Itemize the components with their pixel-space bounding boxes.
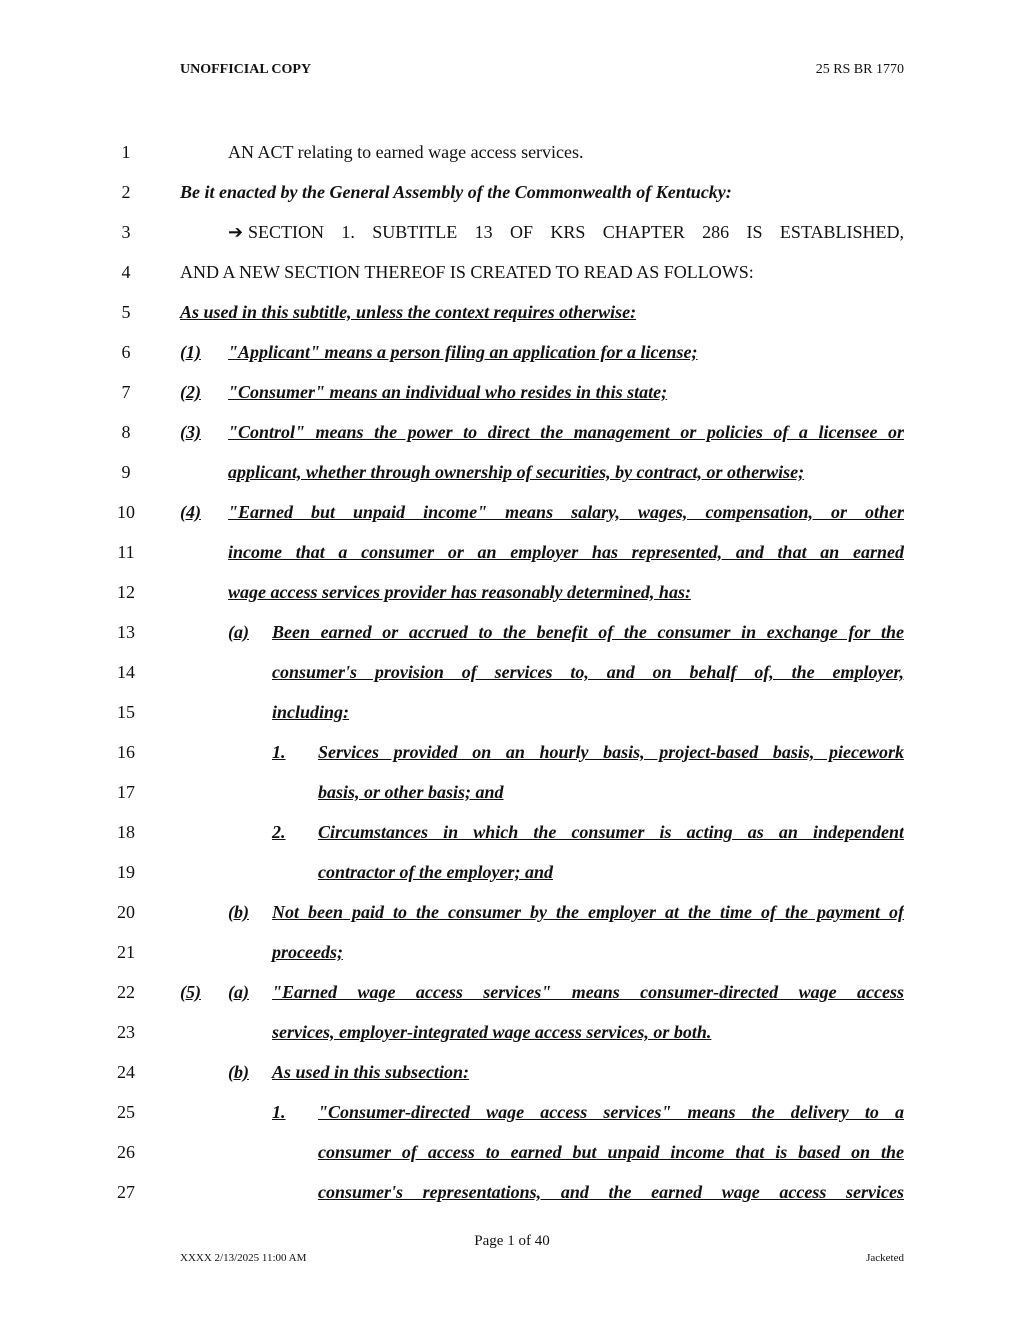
document-line xyxy=(0,220,1024,250)
line-number: 5 xyxy=(121,302,131,322)
definition-text: proceeds; xyxy=(272,942,343,962)
document-line xyxy=(0,660,1024,690)
line-number: 3 xyxy=(121,222,131,242)
paragraph-marker: (a) xyxy=(228,982,249,1002)
definition-text: "Earned but unpaid income" means salary, wages, compensation, or other xyxy=(228,502,904,522)
document-line xyxy=(0,340,1024,370)
act-title: AN ACT relating to earned wage access services. xyxy=(228,142,584,162)
document-line xyxy=(0,420,1024,450)
line-number: 4 xyxy=(121,262,131,282)
definition-text: consumer's provision of services to, and on behalf of, the employer, xyxy=(272,662,904,682)
document-line xyxy=(0,540,1024,570)
header-bill-request-number: 25 RS BR 1770 xyxy=(815,62,904,77)
line-number: 13 xyxy=(117,622,135,642)
subsection-marker: (3) xyxy=(180,422,201,442)
line-number: 1 xyxy=(121,142,131,162)
definition-text: "Control" means the power to direct the management or policies of a licensee or xyxy=(228,422,904,442)
line-number: 25 xyxy=(117,1102,135,1122)
definition-text: applicant, whether through ownership of securities, by contract, or otherwise; xyxy=(228,462,805,482)
document-line xyxy=(0,300,1024,330)
header-unofficial-copy: UNOFFICIAL COPY xyxy=(180,62,312,77)
section-heading: SECTION 1. SUBTITLE 13 OF KRS CHAPTER 286 IS ESTABLISHED, xyxy=(248,222,904,242)
document-line xyxy=(0,980,1024,1010)
definition-text: contractor of the employer; and xyxy=(318,862,553,882)
definition-text: Services provided on an hourly basis, project-based basis, piecework xyxy=(318,742,904,762)
document-line xyxy=(0,1140,1024,1170)
document-line xyxy=(0,1180,1024,1210)
document-line xyxy=(0,900,1024,930)
document-line xyxy=(0,740,1024,770)
document-line xyxy=(0,460,1024,490)
line-number: 21 xyxy=(117,942,135,962)
definition-text: income that a consumer or an employer has represented, and that an earned xyxy=(228,542,904,562)
document-line xyxy=(0,1100,1024,1130)
subsection-marker: (5) xyxy=(180,982,201,1002)
paragraph-marker: (a) xyxy=(228,622,249,642)
line-number: 2 xyxy=(121,182,131,202)
line-number: 26 xyxy=(117,1142,135,1162)
line-number: 19 xyxy=(117,862,135,882)
subsection-marker: (1) xyxy=(180,342,201,362)
document-line xyxy=(0,780,1024,810)
line-number: 14 xyxy=(117,662,135,682)
line-number: 20 xyxy=(117,902,135,922)
line-number: 10 xyxy=(117,502,135,522)
page-number: Page 1 of 40 xyxy=(474,1233,550,1249)
paragraph-marker: (b) xyxy=(228,1062,249,1082)
line-number: 27 xyxy=(117,1182,135,1202)
definition-text: wage access services provider has reasonably determined, has: xyxy=(228,582,691,602)
definition-text: Been earned or accrued to the benefit of the consumer in exchange for the xyxy=(272,622,904,642)
definition-text: including: xyxy=(272,702,350,722)
definitions-intro: As used in this subtitle, unless the context requires otherwise: xyxy=(180,302,637,322)
definition-text: Not been paid to the consumer by the employer at the time of the payment of xyxy=(272,902,904,922)
line-number: 7 xyxy=(121,382,131,402)
definition-text: consumer of access to earned but unpaid income that is based on the xyxy=(318,1142,904,1162)
document-line xyxy=(0,620,1024,650)
arrow-right-icon: ➔ xyxy=(228,222,244,242)
subparagraph-marker: 1. xyxy=(272,742,286,762)
document-line xyxy=(0,380,1024,410)
document-line xyxy=(0,860,1024,890)
definition-text: As used in this subsection: xyxy=(272,1062,470,1082)
definition-text: "Consumer-directed wage access services" means the delivery to a xyxy=(318,1102,904,1122)
section-heading-continued: AND A NEW SECTION THEREOF IS CREATED TO READ AS FOLLOWS: xyxy=(180,262,754,282)
document-line xyxy=(0,500,1024,530)
line-number: 24 xyxy=(117,1062,135,1082)
enacting-clause: Be it enacted by the General Assembly of the Commonwealth of Kentucky: xyxy=(180,182,732,202)
definition-text: "Earned wage access services" means consumer-directed wage access xyxy=(272,982,904,1002)
line-number: 23 xyxy=(117,1022,135,1042)
line-number: 16 xyxy=(117,742,135,762)
footer-status: Jacketed xyxy=(866,1252,904,1264)
document-line xyxy=(0,1020,1024,1050)
document-line xyxy=(0,820,1024,850)
line-number: 8 xyxy=(121,422,131,442)
line-number: 6 xyxy=(121,342,131,362)
definition-text: "Applicant" means a person filing an application for a license; xyxy=(228,342,698,362)
line-number: 12 xyxy=(117,582,135,602)
line-number: 11 xyxy=(117,542,135,562)
document-line xyxy=(0,580,1024,610)
definition-text: services, employer-integrated wage access services, or both. xyxy=(272,1022,712,1042)
definition-text: basis, or other basis; and xyxy=(318,782,504,802)
document-line xyxy=(0,1060,1024,1090)
document-line xyxy=(0,180,1024,210)
subsection-marker: (4) xyxy=(180,502,201,522)
definition-text: consumer's representations, and the earned wage access services xyxy=(318,1182,904,1202)
subparagraph-marker: 2. xyxy=(272,822,286,842)
document-line xyxy=(0,140,1024,170)
paragraph-marker: (b) xyxy=(228,902,249,922)
definition-text: Circumstances in which the consumer is acting as an independent xyxy=(318,822,904,842)
subparagraph-marker: 1. xyxy=(272,1102,286,1122)
line-number: 15 xyxy=(117,702,135,722)
document-line xyxy=(0,260,1024,290)
line-number: 9 xyxy=(121,462,131,482)
definition-text: "Consumer" means an individual who resides in this state; xyxy=(228,382,668,402)
line-number: 22 xyxy=(117,982,135,1002)
subsection-marker: (2) xyxy=(180,382,201,402)
document-line xyxy=(0,940,1024,970)
line-number: 17 xyxy=(117,782,135,802)
document-line xyxy=(0,700,1024,730)
footer-timestamp: XXXX 2/13/2025 11:00 AM xyxy=(180,1252,307,1264)
line-number: 18 xyxy=(117,822,135,842)
